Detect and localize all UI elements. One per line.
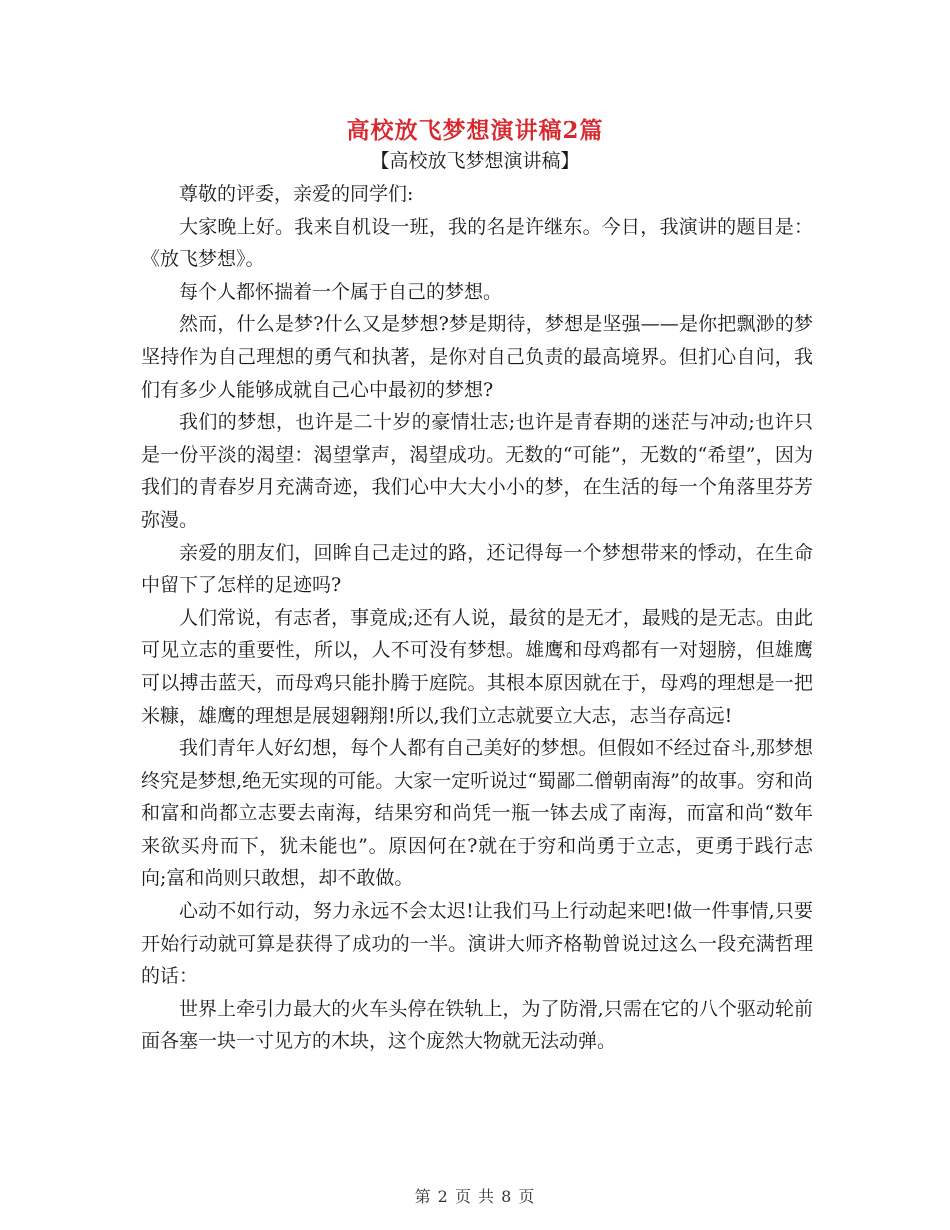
paragraph: 然而，什么是梦?什么又是梦想?梦是期待，梦想是坚强——是你把飘渺的梦坚持作为自己理想的勇气和执著，是你对自己负责的最高境界。但扪心自问，我们有多少人能够成就自己心中最初的梦想?: [141, 313, 813, 401]
paragraph: 大家晚上好。我来自机设一班，我的名是许继东。今日，我演讲的题目是：《放飞梦想》。: [141, 215, 813, 271]
paragraph: 亲爱的朋友们，回眸自己走过的路，还记得每一个梦想带来的悸动，在生命中留下了怎样的足迹吗?: [141, 541, 813, 597]
document-title: 高校放飞梦想演讲稿2篇: [346, 117, 604, 144]
page-footer: 第 2 页 共 8 页: [414, 1187, 536, 1206]
paragraph: 我们青年人好幻想，每个人都有自己美好的梦想。但假如不经过奋斗,那梦想终究是梦想,绝无实现的可能。大家一定听说过“蜀鄙二僧朝南海”的故事。穷和尚和富和尚都立志要去南海，结果穷和尚凭一瓶一钵去成了南海，而富和尚“数年来欲买舟而下，犹未能也”。原因何在?就在于穷和尚勇于立志，更勇于践行志向;富和尚则只敢想，却不敢做。: [141, 737, 813, 890]
paragraph: 我们的梦想，也许是二十岁的豪情壮志;也许是青春期的迷茫与冲动;也许只是一份平淡的渴望：渴望掌声，渴望成功。无数的“可能”，无数的“希望”，因为我们的青春岁月充满奇迹，我们心中大大小小的梦，在生活的每一个角落里芬芳弥漫。: [141, 411, 813, 531]
paragraph: 心动不如行动，努力永远不会太迟!让我们马上行动起来吧!做一件事情,只要开始行动就可算是获得了成功的一半。演讲大师齐格勒曾说过这么一段充满哲理的话：: [141, 900, 813, 988]
paragraph: 尊敬的评委，亲爱的同学们:: [179, 183, 414, 205]
paragraph: 每个人都怀揣着一个属于自己的梦想。: [179, 280, 503, 303]
document-body: [141, 178, 813, 1058]
document-subtitle: 【高校放飞梦想演讲稿】: [370, 150, 580, 172]
paragraph: 人们常说，有志者，事竟成;还有人说，最贫的是无才，最贱的是无志。由此可见立志的重要性，所以，人不可没有梦想。雄鹰和母鸡都有一对翅膀，但雄鹰可以搏击蓝天，而母鸡只能扑腾于庭院。其根本原因就在于，母鸡的理想是一把米糠，雄鹰的理想是展翅翱翔!所以,我们立志就要立大志，志当存高远!: [141, 606, 813, 727]
paragraph: 世界上牵引力最大的火车头停在铁轨上，为了防滑,只需在它的八个驱动轮前面各塞一块一寸见方的木块，这个庞然大物就无法动弹。: [141, 997, 813, 1053]
